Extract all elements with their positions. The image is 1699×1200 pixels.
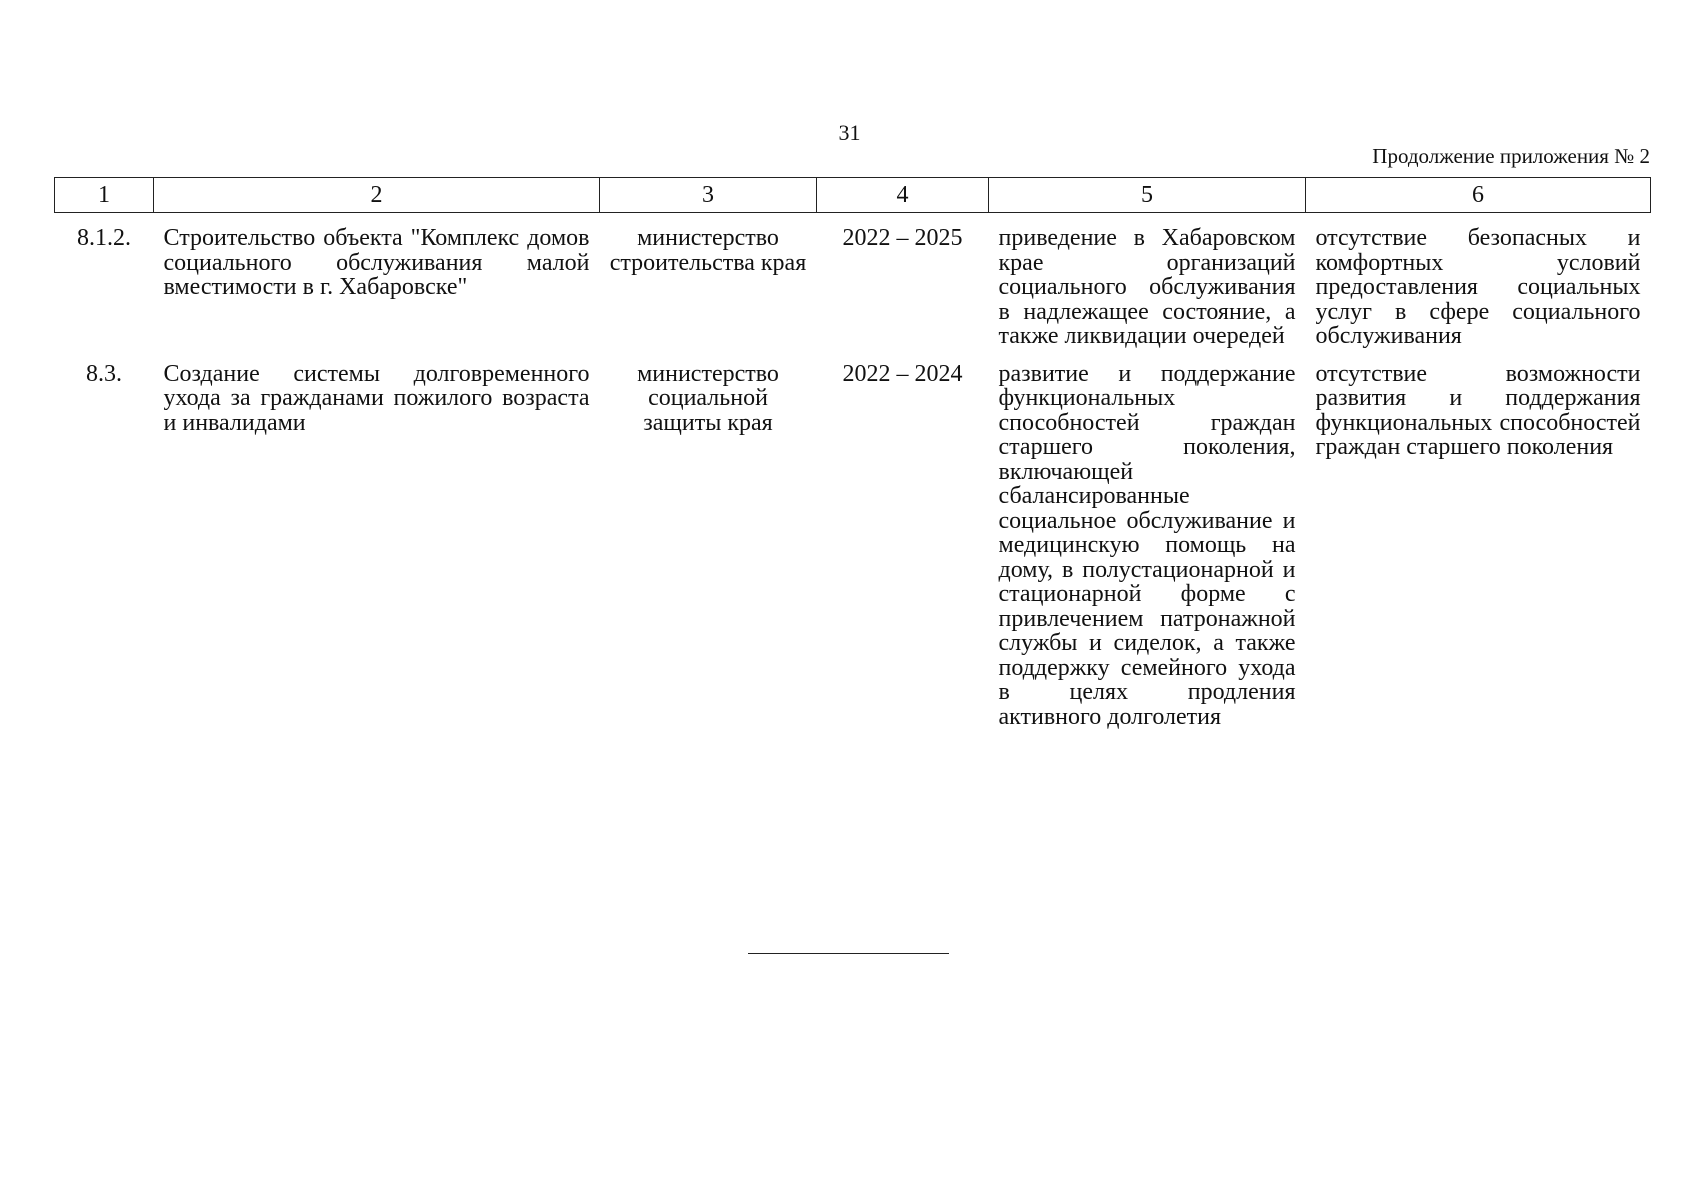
row-title: Создание системы долговременного ухода за гражданами пожилого возраста и инвалидами	[163, 360, 590, 436]
appendix-table	[54, 177, 1651, 729]
row-risk: отсутствие безопасных и комфортных условий предоставления социальных услуг в сфере социального обслуживания	[1315, 225, 1641, 349]
row-executor: министерство строительства края	[609, 225, 807, 276]
row-result: развитие и поддержание функциональных способностей граждан старшего поколения, включающей сбалансированные социальное обслуживание и медицинскую помощь на дому, в полустационарной и стационарной форме с привлечением патронажной службы и сиделок, а также поддержку семейного ухода в целях продления активного долголетия	[998, 360, 1296, 730]
row-period: 2022 – 2024	[842, 360, 963, 387]
column-header-3: 3	[600, 178, 817, 213]
row-number: 8.1.2.	[77, 225, 131, 251]
column-header-2: 2	[154, 178, 600, 213]
row-number: 8.3.	[86, 360, 122, 387]
column-header-1: 1	[55, 178, 154, 213]
row-title: Строительство объекта "Комплекс домов социального обслуживания малой вместимости в г. Хабаровске"	[163, 225, 590, 300]
column-header-4: 4	[817, 178, 989, 213]
row-period: 2022 – 2025	[842, 225, 963, 251]
table-row	[55, 213, 1651, 349]
table-header-row	[55, 178, 1651, 213]
table-row	[55, 349, 1651, 730]
row-executor: министерство социальной защиты края	[637, 360, 779, 436]
end-of-document-line	[748, 953, 949, 954]
page-number: 31	[838, 120, 861, 145]
column-header-5: 5	[989, 178, 1306, 213]
column-header-6: 6	[1306, 178, 1651, 213]
appendix-continuation-label: Продолжение приложения № 2	[1372, 144, 1650, 168]
row-risk: отсутствие возможности развития и поддержания функциональных способностей граждан старшего поколения	[1315, 360, 1641, 460]
row-result: приведение в Хабаровском крае организаций социального обслуживания в надлежащее состояние, а также ликвидации очередей	[998, 225, 1296, 349]
